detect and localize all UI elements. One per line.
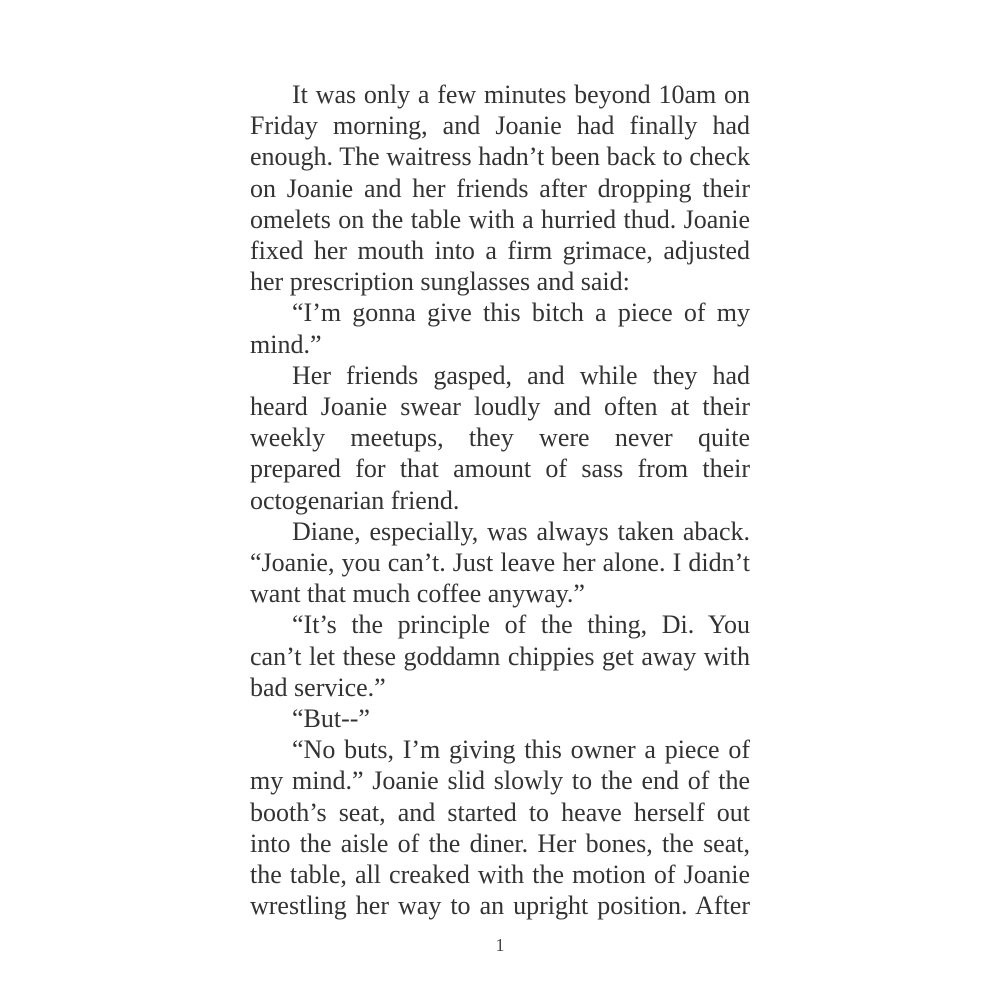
paragraph-2: “I’m gonna give this bitch a piece of my mind.” [250,298,750,359]
paragraph-4: Diane, especially, was always taken aback. “Joanie, you can’t. Just leave her alone. I didn’t want that much coffee anyway.” [250,516,750,609]
paragraph-7: “No buts, I’m giving this owner a piece of my mind.” Joanie slid slowly to the end of the booth’s seat, and started to heave herself out into the aisle of the diner. Her bones, the seat, the table, all creaked with the motion of Joanie wrestling her way to an upright position. After [250,735,750,921]
paragraph-5: “It’s the principle of the thing, Di. You can’t let these goddamn chippies get away with bad service.” [250,610,750,702]
paragraph-6: “But--” [292,704,370,734]
paragraph-1: It was only a few minutes beyond 10am on Friday morning, and Joanie had finally had enough. The waitress hadn’t been back to check on Joanie and her friends after dropping their omelets on the table with a hurried thud. Joanie fixed her mouth into a firm grimace, adjusted her prescription sunglasses and said: [250,80,750,297]
page-number: 1 [495,935,505,955]
paragraph-3: Her friends gasped, and while they had heard Joanie swear loudly and often at their weekly meetups, they were never quite prepared for that amount of sass from their octogenarian friend. [250,360,750,515]
body-text [250,79,750,921]
